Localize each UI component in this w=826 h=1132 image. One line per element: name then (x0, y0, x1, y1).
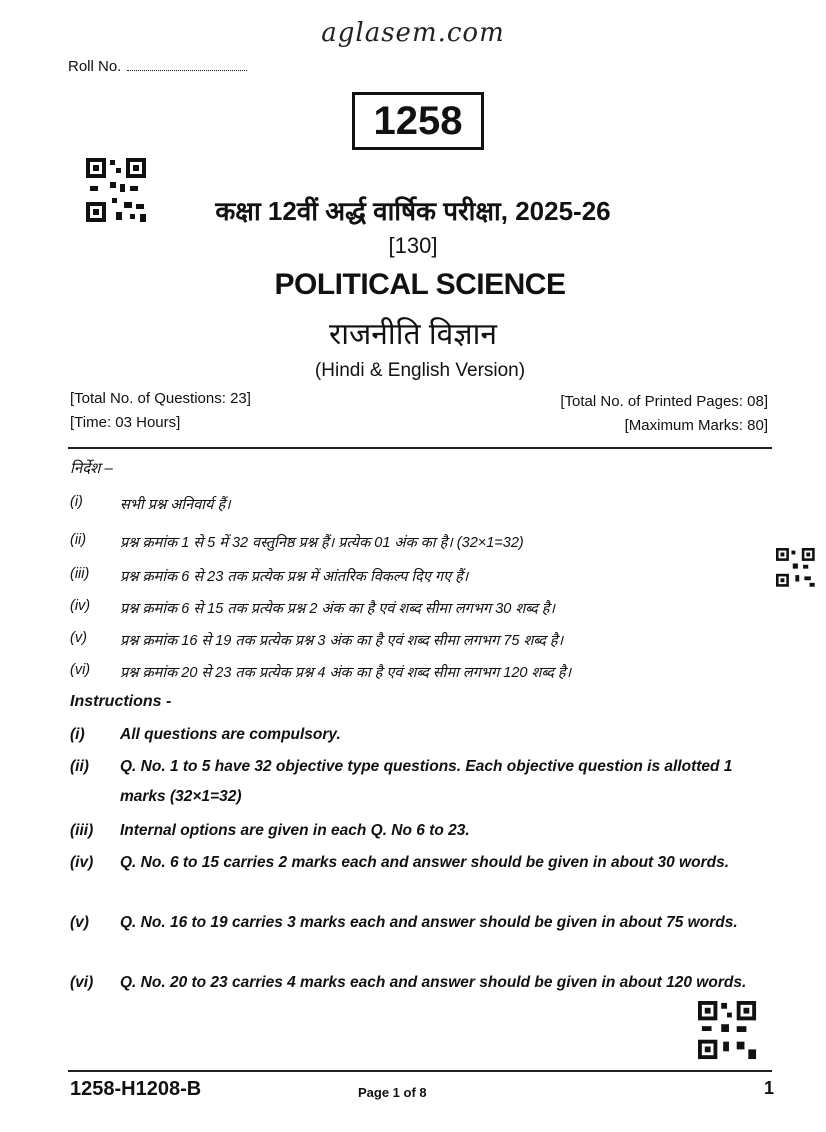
item-number: (iv) (70, 854, 94, 871)
item-number: (ii) (70, 758, 89, 775)
hindi-instruction-item (70, 494, 770, 514)
item-number: (i) (70, 494, 83, 510)
exam-time: [Time: 03 Hours] (70, 414, 181, 431)
item-text: Q. No. 16 to 19 carries 3 marks each and answer should be given in about 75 words. (120, 914, 738, 931)
item-number: (vi) (70, 662, 91, 678)
item-number: (iii) (70, 822, 94, 839)
english-instruction-item (70, 816, 770, 846)
item-text: Q. No. 6 to 15 carries 2 marks each and answer should be given in about 30 words. (120, 854, 730, 871)
paper-code: 1258 (373, 98, 463, 143)
subject-title-english: POLITICAL SCIENCE (274, 268, 566, 301)
english-instructions-heading: Instructions - (70, 693, 172, 710)
item-number: (ii) (70, 532, 87, 548)
hindi-instruction-item (70, 630, 770, 650)
item-text: Q. No. 1 to 5 have 32 objective type questions. Each objective question is allotted 1 marks (32×1=32) (120, 758, 733, 805)
subject-title-hindi: राजनीति विज्ञान (328, 318, 498, 351)
roll-dotted-line (127, 58, 247, 71)
english-instruction-item (70, 720, 770, 750)
item-number: (iv) (70, 598, 91, 614)
paper-code-box (352, 92, 484, 150)
hindi-instruction-item (70, 598, 770, 618)
hindi-instruction-item (70, 532, 770, 552)
roll-number-field (68, 58, 247, 75)
total-questions: [Total No. of Questions: 23] (70, 390, 251, 407)
subject-code: [130] (388, 233, 438, 258)
qr-code-icon (776, 548, 816, 588)
english-instruction-item (70, 968, 770, 998)
item-number: (i) (70, 726, 85, 743)
item-text: प्रश्न क्रमांक 6 से 15 तक प्रत्येक प्रश्न 2 अंक का है एवं शब्द सीमा लगभग 30 शब्द है। (120, 601, 555, 617)
item-text: All questions are compulsory. (120, 726, 341, 743)
item-text: प्रश्न क्रमांक 6 से 23 तक प्रत्येक प्रश्न में आंतरिक विकल्प दिए गए हैं। (120, 569, 469, 585)
printed-pages: [Total No. of Printed Pages: 08] (560, 393, 768, 410)
page-number: Page 1 of 8 (358, 1085, 427, 1100)
footer-mark: 1 (764, 1078, 775, 1098)
english-instruction-item (70, 848, 770, 878)
roll-label: Roll No. (68, 58, 122, 75)
item-text: प्रश्न क्रमांक 1 से 5 में 32 वस्तुनिष्ठ प्रश्न हैं। प्रत्येक 01 अंक का है। (32×1=32) (120, 535, 524, 551)
english-instruction-item (70, 752, 770, 812)
footer-paper-code: 1258-H1208-B (70, 1078, 202, 1100)
exam-title: कक्षा 12वीं अर्द्ध वार्षिक परीक्षा, 2025-26 (215, 196, 611, 226)
hindi-instructions-heading: निर्देश – (70, 460, 113, 477)
item-text: प्रश्न क्रमांक 20 से 23 तक प्रत्येक प्रश्न 4 अंक का है एवं शब्द सीमा लगभग 120 शब्द है। (120, 665, 572, 681)
item-number: (iii) (70, 566, 90, 582)
header-divider (68, 447, 772, 449)
hindi-instruction-item (70, 566, 770, 586)
item-text: सभी प्रश्न अनिवार्य हैं। (120, 497, 231, 513)
item-number: (v) (70, 914, 89, 931)
item-text: Internal options are given in each Q. No 6 to 23. (120, 822, 470, 839)
maximum-marks: [Maximum Marks: 80] (624, 417, 768, 434)
version-note: (Hindi & English Version) (314, 360, 526, 381)
item-text: Q. No. 20 to 23 carries 4 marks each and answer should be given in about 120 words. (120, 974, 747, 991)
english-instruction-item (70, 908, 770, 938)
hindi-instruction-item (70, 662, 770, 682)
item-number: (vi) (70, 974, 94, 991)
item-text: प्रश्न क्रमांक 16 से 19 तक प्रत्येक प्रश्न 3 अंक का है एवं शब्द सीमा लगभग 75 शब्द है। (120, 633, 564, 649)
footer-divider (68, 1070, 772, 1072)
item-number: (v) (70, 630, 87, 646)
qr-code-icon (698, 1000, 758, 1062)
watermark-text: aglasem.com (321, 18, 505, 48)
